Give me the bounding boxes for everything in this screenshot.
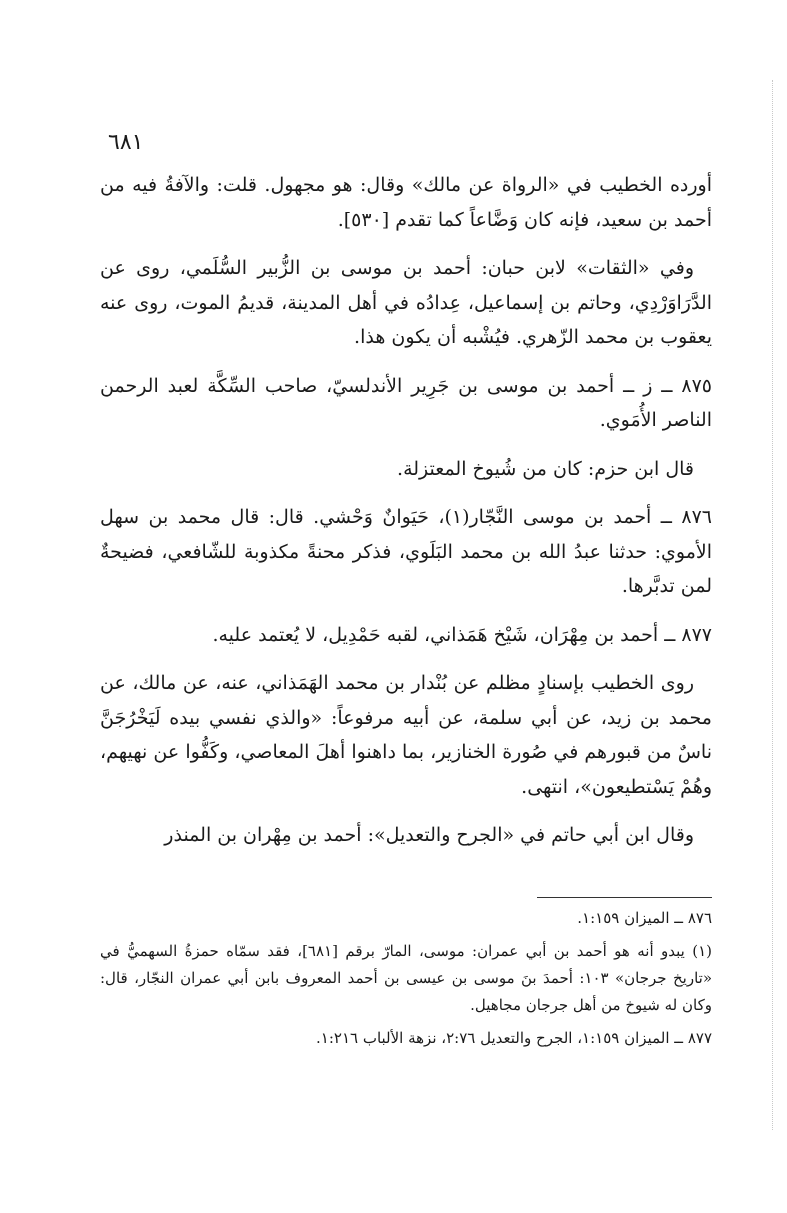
entry-877: ٨٧٧ ــ أحمد بن مِهْرَان، شَيْخ هَمَذاني، لقبه حَمْدِيل، لا يُعتمد عليه. [212,623,712,646]
paragraph-1: أورده الخطيب في «الرواة عن مالك» وقال: هو مجهول. قلت: والآفةُ فيه من أحمد بن سعيد، فإنه كان وَضَّاعاً كما تقدم [٥٣٠]. [100,174,712,231]
entry-876: ٨٧٦ ــ أحمد بن موسى النَّجّار(١)، حَيَوانٌ وَحْشي. قال: قال محمد بن سهل الأموي: حدثنا عبدُ الله بن محمد البَلَوي، فذكر محنةً مكذوبة للشّافعي، فضيحةٌ لمن تدبَّرها. [100,506,712,597]
footnote-ref-877: ٨٧٧ ــ الميزان ١:١٥٩، الجرح والتعديل ٢:٧٦، نزهة الألباب ١:٢١٦. [316,1029,712,1047]
paragraph-2: وفي «الثقات» لابن حبان: أحمد بن موسى بن الزُّبير السُّلَمي، روى عن الدَّرَاوَرْدِي، وحاتم بن إسماعيل، عِدادُه في أهل المدينة، قديمُ الموت، روى عنه يعقوب بن محمد الزّهري. فيُشْبه أن يكون هذا. [100,257,712,348]
main-text [100,168,712,867]
entry-875: ٨٧٥ ــ ز ــ أحمد بن موسى بن جَرِير الأندلسيّ، صاحب السِّكَّة لعبد الرحمن الناصر الأُمَوي. [100,374,712,431]
paragraph-ibn-abi-hatim: وقال ابن أبي حاتم في «الجرح والتعديل»: أحمد بن مِهْران بن المنذر [164,824,694,846]
page-number: ٦٨١ [108,130,144,155]
footnote-ref-876: ٨٧٦ ــ الميزان ١:١٥٩. [577,909,712,927]
paragraph-ibn-hazm: قال ابن حزم: كان من شُيوخ المعتزلة. [397,457,694,480]
paragraph-khatib: روى الخطيب بإسنادٍ مظلم عن بُنْدار بن محمد الهَمَذاني، عنه، عن مالك، عن محمد بن زيد، عن أبي سلمة، عن أبيه مرفوعاً: «والذي نفسي بيده لَيَخْرُجَنَّ ناسٌ من قبورهم في صُورة الخنازير، بما داهنوا أهلَ المعاصي، وكَفُّوا عن نهيهم، وهُمْ يَسْتطيعون»، انتهى. [100,672,712,798]
footnote-divider [537,897,712,898]
footnotes [100,905,712,1058]
scan-edge-line [772,80,774,1130]
footnote-1: (١) يبدو أنه هو أحمد بن أبي عمران: موسى، المارّ برقم [٦٨١]، فقد سمّاه حمزةُ السهميُّ في «تاريخ جرجان» ١٠٣: أحمدَ بنَ موسى بن عيسى بن أحمد المعروف بابن أبي عمران النجّار، قال: وكان له شيوخ من أهل جرجان مجاهيل. [100,942,712,1014]
